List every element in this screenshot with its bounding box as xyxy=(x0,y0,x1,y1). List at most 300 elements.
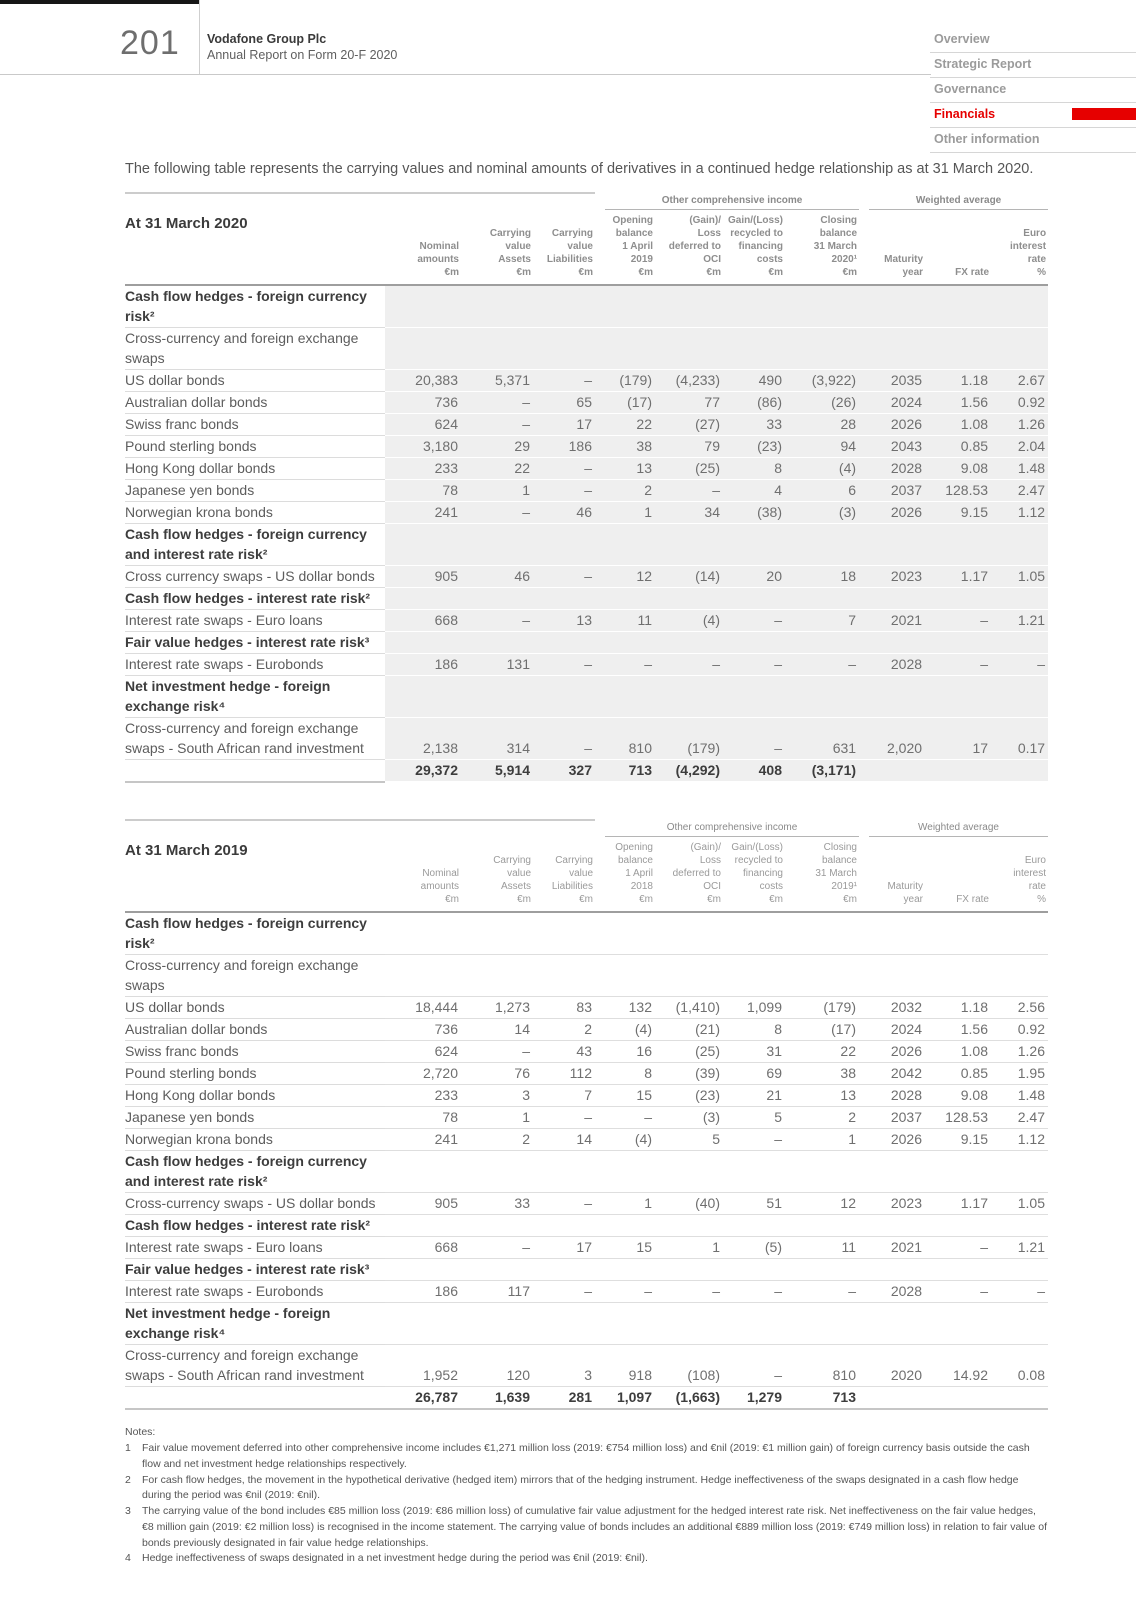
cell: 83 xyxy=(533,997,595,1019)
cell: 7 xyxy=(533,1085,595,1107)
header-rule xyxy=(0,74,931,75)
cell xyxy=(859,676,925,718)
cell: 5,371 xyxy=(461,370,533,392)
cell: 1 xyxy=(595,1193,655,1215)
row-label: Norwegian krona bonds xyxy=(125,1129,385,1151)
cell: 713 xyxy=(595,760,655,783)
derivatives-table-2019 xyxy=(125,819,1048,1410)
column-header: Euro interest rate % xyxy=(991,210,1048,285)
cell xyxy=(723,1151,785,1193)
cell xyxy=(461,588,533,610)
cell: (3) xyxy=(655,1107,723,1129)
cell: 2037 xyxy=(859,1107,925,1129)
cell xyxy=(991,1151,1048,1193)
cell: 38 xyxy=(785,1063,859,1085)
cell: – xyxy=(655,480,723,502)
cell: 128.53 xyxy=(925,1107,991,1129)
cell: – xyxy=(533,458,595,480)
cell: (5) xyxy=(723,1237,785,1259)
cell: 11 xyxy=(785,1237,859,1259)
cell: (23) xyxy=(723,436,785,458)
table-row xyxy=(125,414,1048,436)
cell: 1.05 xyxy=(991,1193,1048,1215)
cell: – xyxy=(461,1237,533,1259)
page-edge-marker xyxy=(0,0,200,4)
cell xyxy=(785,588,859,610)
cell xyxy=(655,632,723,654)
cell xyxy=(925,912,991,955)
cell xyxy=(859,328,925,370)
table-row xyxy=(125,912,1048,955)
cell: 31 xyxy=(723,1041,785,1063)
cell: 1.18 xyxy=(925,370,991,392)
cell: 0.92 xyxy=(991,392,1048,414)
column-header: (Gain)/ Loss deferred to OCI €m xyxy=(655,837,723,912)
cell: 1,099 xyxy=(723,997,785,1019)
cell: (25) xyxy=(655,458,723,480)
cell xyxy=(723,676,785,718)
cell: – xyxy=(785,1281,859,1303)
cell: (179) xyxy=(785,997,859,1019)
row-label: Fair value hedges - interest rate risk³ xyxy=(125,632,385,654)
cell: 2.56 xyxy=(991,997,1048,1019)
cell: 29,372 xyxy=(385,760,461,783)
cell: 2043 xyxy=(859,436,925,458)
cell xyxy=(385,1303,461,1345)
row-label: Hong Kong dollar bonds xyxy=(125,1085,385,1107)
cell: (21) xyxy=(655,1019,723,1041)
cell: 1 xyxy=(595,502,655,524)
cell xyxy=(925,632,991,654)
cell: (25) xyxy=(655,1041,723,1063)
cell xyxy=(533,632,595,654)
cell xyxy=(385,632,461,654)
table-row xyxy=(125,1151,1048,1193)
cell: 117 xyxy=(461,1281,533,1303)
cell: – xyxy=(461,610,533,632)
cell xyxy=(991,1215,1048,1237)
cell: 186 xyxy=(385,654,461,676)
report-header xyxy=(207,32,397,62)
cell xyxy=(991,524,1048,566)
cell xyxy=(859,285,925,328)
row-label: Swiss franc bonds xyxy=(125,1041,385,1063)
nav-item-governance[interactable] xyxy=(930,78,1136,103)
cell: – xyxy=(925,1237,991,1259)
cell: 132 xyxy=(595,997,655,1019)
cell: 2,020 xyxy=(859,718,925,760)
nav-item-financials[interactable] xyxy=(930,103,1136,128)
table-row xyxy=(125,760,1048,783)
cell: 2026 xyxy=(859,1129,925,1151)
column-header: Maturity year xyxy=(859,210,925,285)
cell: 29 xyxy=(461,436,533,458)
cell xyxy=(655,285,723,328)
cell: – xyxy=(461,392,533,414)
cell xyxy=(385,1151,461,1193)
table-title: At 31 March 2019 xyxy=(125,837,385,912)
cell: 2.47 xyxy=(991,1107,1048,1129)
cell: 7 xyxy=(785,610,859,632)
column-header: Euro interest rate % xyxy=(991,837,1048,912)
cell: – xyxy=(533,480,595,502)
cell xyxy=(991,912,1048,955)
cell: 79 xyxy=(655,436,723,458)
cell: – xyxy=(533,370,595,392)
cell: 1.48 xyxy=(991,458,1048,480)
cell: 20 xyxy=(723,566,785,588)
cell xyxy=(533,588,595,610)
nav-item-strategic-report[interactable] xyxy=(930,53,1136,78)
cell: (3) xyxy=(785,502,859,524)
cell: 2028 xyxy=(859,654,925,676)
cell: 1,952 xyxy=(385,1345,461,1387)
cell: 2026 xyxy=(859,502,925,524)
cell: 3,180 xyxy=(385,436,461,458)
cell xyxy=(925,955,991,997)
note-number: 1 xyxy=(125,1442,131,1454)
cell xyxy=(595,676,655,718)
cell: 1.21 xyxy=(991,610,1048,632)
cell: 15 xyxy=(595,1237,655,1259)
cell xyxy=(385,285,461,328)
cell: 20,383 xyxy=(385,370,461,392)
cell xyxy=(385,588,461,610)
cell xyxy=(385,1259,461,1281)
page-content xyxy=(125,160,1048,1567)
cell xyxy=(533,285,595,328)
cell: – xyxy=(595,1281,655,1303)
cell: 2,138 xyxy=(385,718,461,760)
cell xyxy=(595,524,655,566)
nav-item-other-information[interactable] xyxy=(930,128,1136,153)
note-number: 3 xyxy=(125,1505,131,1517)
cell: 51 xyxy=(723,1193,785,1215)
cell: 43 xyxy=(533,1041,595,1063)
row-label: Interest rate swaps - Eurobonds xyxy=(125,1281,385,1303)
cell: 13 xyxy=(785,1085,859,1107)
cell: 8 xyxy=(723,1019,785,1041)
cell: 4 xyxy=(723,480,785,502)
cell: 21 xyxy=(723,1085,785,1107)
cell: 22 xyxy=(595,414,655,436)
cell xyxy=(595,1151,655,1193)
cell: 3 xyxy=(461,1085,533,1107)
cell: – xyxy=(461,414,533,436)
note-item xyxy=(125,1551,1048,1567)
cell: 2.67 xyxy=(991,370,1048,392)
column-header: Carrying value Assets €m xyxy=(461,210,533,285)
row-label: Net investment hedge - foreign exchange risk⁴ xyxy=(125,1303,385,1345)
cell: (26) xyxy=(785,392,859,414)
row-label: Net investment hedge - foreign exchange risk⁴ xyxy=(125,676,385,718)
cell: 1.95 xyxy=(991,1063,1048,1085)
cell xyxy=(461,1215,533,1237)
column-header: Closing balance 31 March 2019¹ €m xyxy=(785,837,859,912)
cell: 2035 xyxy=(859,370,925,392)
table-row xyxy=(125,1019,1048,1041)
cell: 810 xyxy=(595,718,655,760)
cell: 624 xyxy=(385,414,461,436)
cell: – xyxy=(461,502,533,524)
cell: – xyxy=(723,1345,785,1387)
row-label: Fair value hedges - interest rate risk³ xyxy=(125,1259,385,1281)
cell xyxy=(385,955,461,997)
cell: 65 xyxy=(533,392,595,414)
cell: – xyxy=(925,1281,991,1303)
cell xyxy=(785,285,859,328)
cell: 33 xyxy=(461,1193,533,1215)
cell: (4) xyxy=(785,458,859,480)
row-label: Cross-currency and foreign exchange swaps - South African rand investment xyxy=(125,1345,385,1387)
cell: 233 xyxy=(385,458,461,480)
table-row xyxy=(125,285,1048,328)
cell: 1.12 xyxy=(991,1129,1048,1151)
cell xyxy=(785,632,859,654)
cell xyxy=(925,524,991,566)
cell xyxy=(723,1215,785,1237)
row-label: Cross-currency and foreign exchange swaps - South African rand investment xyxy=(125,718,385,760)
cell xyxy=(595,912,655,955)
cell xyxy=(595,1259,655,1281)
cell xyxy=(785,328,859,370)
cell: 2 xyxy=(533,1019,595,1041)
cell xyxy=(785,676,859,718)
cell: 1.56 xyxy=(925,1019,991,1041)
row-label: Norwegian krona bonds xyxy=(125,502,385,524)
cell xyxy=(859,588,925,610)
cell: 1,279 xyxy=(723,1387,785,1410)
cell: 2021 xyxy=(859,610,925,632)
cell: 713 xyxy=(785,1387,859,1410)
cell xyxy=(925,285,991,328)
table-row xyxy=(125,370,1048,392)
table-row xyxy=(125,1193,1048,1215)
cell: (4) xyxy=(595,1129,655,1151)
cell xyxy=(461,285,533,328)
cell: 16 xyxy=(595,1041,655,1063)
cell xyxy=(859,912,925,955)
nav-label: Other information xyxy=(934,132,1040,146)
table-row xyxy=(125,566,1048,588)
cell: 1,639 xyxy=(461,1387,533,1410)
cell: 2026 xyxy=(859,414,925,436)
table-row xyxy=(125,1129,1048,1151)
cell: 76 xyxy=(461,1063,533,1085)
cell: 2 xyxy=(785,1107,859,1129)
table-row xyxy=(125,676,1048,718)
cell: 13 xyxy=(533,610,595,632)
note-number: 2 xyxy=(125,1473,131,1486)
nav-item-overview[interactable] xyxy=(930,28,1136,53)
table-row xyxy=(125,1215,1048,1237)
cell: 0.85 xyxy=(925,436,991,458)
cell: 131 xyxy=(461,654,533,676)
cell: 1.21 xyxy=(991,1237,1048,1259)
table-row xyxy=(125,1237,1048,1259)
cell xyxy=(595,1303,655,1345)
cell: 1.08 xyxy=(925,1041,991,1063)
cell: 14 xyxy=(533,1129,595,1151)
cell: 905 xyxy=(385,1193,461,1215)
row-label: Pound sterling bonds xyxy=(125,1063,385,1085)
table-title: At 31 March 2020 xyxy=(125,210,385,285)
cell xyxy=(595,632,655,654)
cell: (38) xyxy=(723,502,785,524)
cell: 314 xyxy=(461,718,533,760)
cell: 736 xyxy=(385,1019,461,1041)
cell: 8 xyxy=(723,458,785,480)
row-label xyxy=(125,1387,385,1410)
cell: 186 xyxy=(385,1281,461,1303)
section-nav xyxy=(930,28,1136,153)
cell: 327 xyxy=(533,760,595,783)
column-header: FX rate xyxy=(925,837,991,912)
column-header: Carrying value Liabilities €m xyxy=(533,837,595,912)
cell xyxy=(925,676,991,718)
cell xyxy=(785,1215,859,1237)
cell: – xyxy=(533,1281,595,1303)
cell xyxy=(385,328,461,370)
cell: 1.56 xyxy=(925,392,991,414)
cell xyxy=(385,1215,461,1237)
table-row xyxy=(125,955,1048,997)
cell: 2.04 xyxy=(991,436,1048,458)
cell: 631 xyxy=(785,718,859,760)
note-text: For cash flow hedges, the movement in the hypothetical derivative (hedged item) mirrors that of the hedging instrument. Hedge ineffectiveness of the swaps designated in a cash flow hedge during the period was €nil (2019: €nil). xyxy=(142,1473,1019,1502)
cell: 186 xyxy=(533,436,595,458)
column-header: FX rate xyxy=(925,210,991,285)
row-label: Japanese yen bonds xyxy=(125,480,385,502)
cell: 1.26 xyxy=(991,414,1048,436)
note-item xyxy=(125,1473,1048,1505)
cell xyxy=(925,328,991,370)
cell: 17 xyxy=(533,414,595,436)
cell xyxy=(723,524,785,566)
cell xyxy=(461,524,533,566)
cell xyxy=(595,328,655,370)
nav-label: Strategic Report xyxy=(934,57,1032,71)
cell: – xyxy=(533,1193,595,1215)
column-header: Maturity year xyxy=(859,837,925,912)
note-text: The carrying value of the bond includes €85 million loss (2019: €86 million loss) of cumulative fair value adjustment for the hedged interest rate risk. Net ineffectiveness on the fair value hedges, €8 million gain (2019: €2 million loss) is recognised in the income statement. The carrying value of bonds includes an additional €889 million loss (2019: €749 million loss) in relation to fair value of bonds previously designated in fair value hedge relationships. xyxy=(142,1505,1048,1549)
cell: 0.85 xyxy=(925,1063,991,1085)
row-label: Swiss franc bonds xyxy=(125,414,385,436)
cell: 22 xyxy=(785,1041,859,1063)
cell: (4,233) xyxy=(655,370,723,392)
cell: 77 xyxy=(655,392,723,414)
cell xyxy=(991,955,1048,997)
cell xyxy=(655,1151,723,1193)
cell: 5,914 xyxy=(461,760,533,783)
cell: 18,444 xyxy=(385,997,461,1019)
cell: – xyxy=(991,1281,1048,1303)
row-label: Cross currency swaps - US dollar bonds xyxy=(125,566,385,588)
cell: (108) xyxy=(655,1345,723,1387)
row-label: Japanese yen bonds xyxy=(125,1107,385,1129)
cell: 12 xyxy=(595,566,655,588)
intro-text: The following table represents the carrying values and nominal amounts of derivatives in a continued hedge relationship as at 31 March 2020. xyxy=(125,161,1034,177)
cell xyxy=(461,912,533,955)
cell: – xyxy=(925,654,991,676)
cell: (14) xyxy=(655,566,723,588)
cell: – xyxy=(533,1107,595,1129)
cell xyxy=(859,955,925,997)
cell xyxy=(859,1215,925,1237)
note-item xyxy=(125,1504,1048,1551)
cell: 490 xyxy=(723,370,785,392)
cell: 1 xyxy=(655,1237,723,1259)
cell: 2020 xyxy=(859,1345,925,1387)
table-row xyxy=(125,654,1048,676)
cell: 408 xyxy=(723,760,785,783)
table-row xyxy=(125,328,1048,370)
cell xyxy=(723,1303,785,1345)
company-name: Vodafone Group Plc xyxy=(207,32,327,46)
cell: 241 xyxy=(385,502,461,524)
cell xyxy=(723,632,785,654)
cell xyxy=(533,955,595,997)
cell: 624 xyxy=(385,1041,461,1063)
cell xyxy=(723,1259,785,1281)
row-label: Interest rate swaps - Euro loans xyxy=(125,1237,385,1259)
cell: 9.08 xyxy=(925,458,991,480)
table-row xyxy=(125,1041,1048,1063)
cell: 233 xyxy=(385,1085,461,1107)
cell: 120 xyxy=(461,1345,533,1387)
cell xyxy=(595,1215,655,1237)
cell: 1.08 xyxy=(925,414,991,436)
cell xyxy=(991,285,1048,328)
cell: 2042 xyxy=(859,1063,925,1085)
cell: 5 xyxy=(723,1107,785,1129)
cell: (1,663) xyxy=(655,1387,723,1410)
cell: 1.12 xyxy=(991,502,1048,524)
cell xyxy=(925,588,991,610)
cell: – xyxy=(785,654,859,676)
cell xyxy=(925,1151,991,1193)
table-row xyxy=(125,610,1048,632)
table-gap xyxy=(125,783,1048,819)
report-title: Annual Report on Form 20-F 2020 xyxy=(207,48,398,62)
row-label xyxy=(125,760,385,783)
cell xyxy=(859,1387,925,1410)
cell: – xyxy=(655,654,723,676)
cell: 18 xyxy=(785,566,859,588)
cell: 12 xyxy=(785,1193,859,1215)
cell: (86) xyxy=(723,392,785,414)
cell: 736 xyxy=(385,392,461,414)
column-header: Gain/(Loss) recycled to financing costs €m xyxy=(723,837,785,912)
cell: 2024 xyxy=(859,1019,925,1041)
cell: 2 xyxy=(461,1129,533,1151)
cell xyxy=(991,632,1048,654)
cell: 1,273 xyxy=(461,997,533,1019)
cell: 241 xyxy=(385,1129,461,1151)
column-header: Carrying value Assets €m xyxy=(461,837,533,912)
cell xyxy=(533,524,595,566)
cell: (3,922) xyxy=(785,370,859,392)
row-label: Interest rate swaps - Eurobonds xyxy=(125,654,385,676)
cell: 9.08 xyxy=(925,1085,991,1107)
cell: 38 xyxy=(595,436,655,458)
column-header: Opening balance 1 April 2019 €m xyxy=(595,210,655,285)
cell: 2028 xyxy=(859,1281,925,1303)
row-label: Cash flow hedges - foreign currency risk² xyxy=(125,285,385,328)
header-divider xyxy=(199,0,200,75)
row-label: Cash flow hedges - foreign currency risk² xyxy=(125,912,385,955)
cell: 2,720 xyxy=(385,1063,461,1085)
